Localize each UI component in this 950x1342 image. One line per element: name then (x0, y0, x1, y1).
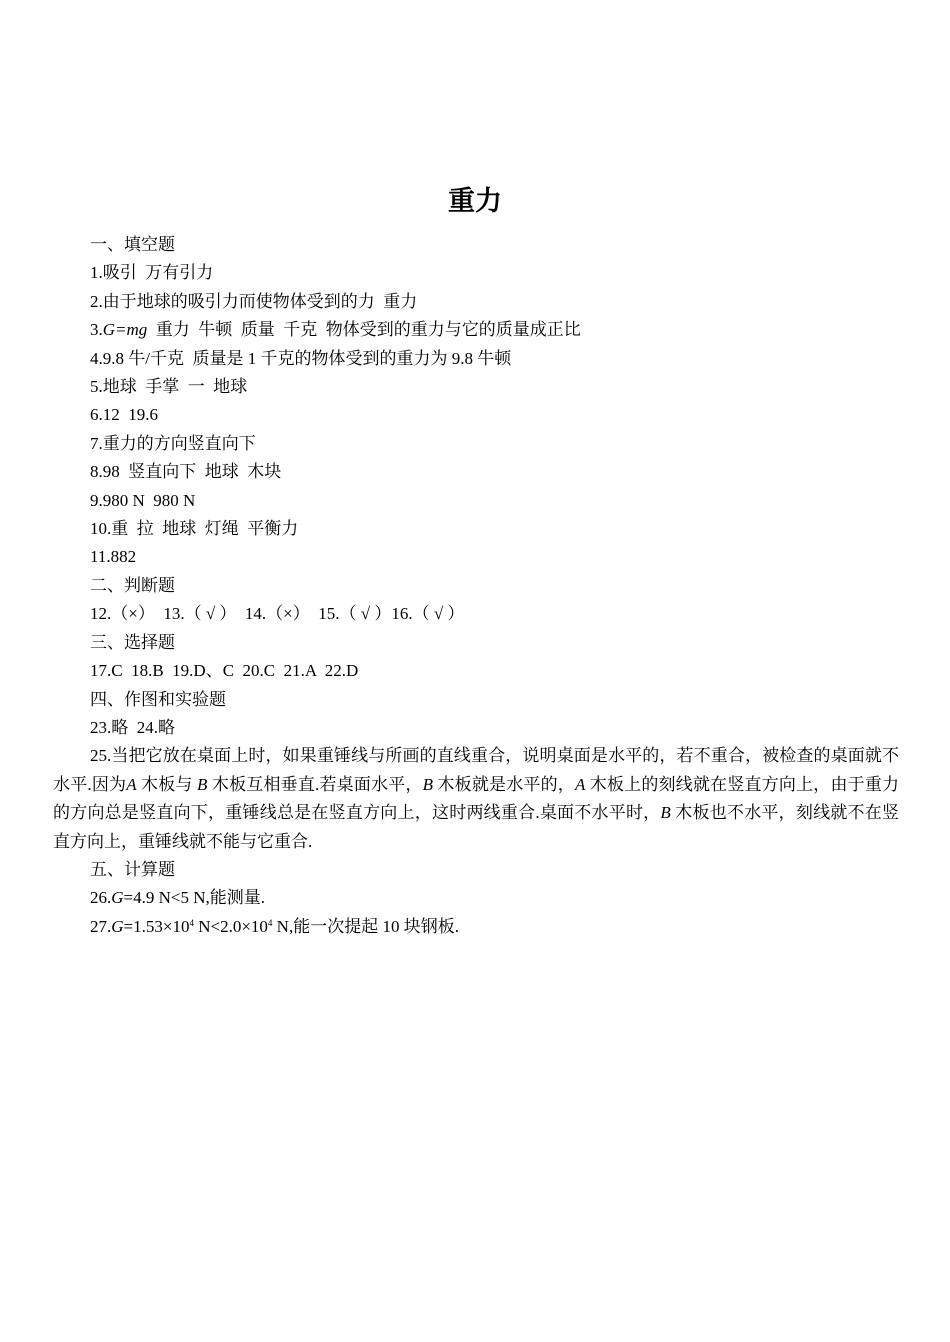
answer-2: 2.由于地球的吸引力而使物体受到的力 重力 (90, 291, 418, 311)
gravity-formula: G=mg (102, 320, 148, 340)
judge-answers: 12.（×） 13.（ √ ） 14.（×） 15.（ √ ）16.（ √ ） (90, 604, 465, 624)
choice-answers: 17.C 18.B 19.D、C 20.C 21.A 22.D (90, 661, 359, 681)
answer-11: 11.882 (90, 547, 137, 567)
section-heading-drawing: 四、作图和实验题 (90, 689, 226, 709)
answer-3-text: 重力 牛顿 质量 千克 物体受到的重力与它的质量成正比 (147, 320, 581, 340)
answer-10: 10.重 拉 地球 灯绳 平衡力 (90, 519, 299, 539)
answer-27: $27.G=1.53\times 10^4$ $N<2.0\times 10^4$ N,能一次提起 10 块钢板. (90, 916, 459, 936)
answer-7: 7.重力的方向竖直向下 (90, 433, 256, 453)
answer-3 (53, 316, 899, 344)
answer-3-number: 3. (90, 320, 103, 340)
exponent: 4 (189, 917, 194, 928)
answer-9: 9.980 N 980 N (90, 490, 196, 510)
answer-content (53, 231, 899, 941)
answer-1: 1.吸引 万有引力 (90, 263, 214, 283)
answer-5: 5.地球 手掌 一 地球 (90, 377, 248, 397)
section-heading-calc: 五、计算题 (90, 859, 175, 879)
answer-4: 4.9.8 牛/千克 质量是 1 千克的物体受到的重力为 9.8 牛顿 (90, 348, 512, 368)
section-heading-choice: 三、选择题 (90, 632, 175, 652)
section-heading-judge: 二、判断题 (90, 575, 175, 595)
section-heading-fill: 一、填空题 (90, 235, 175, 254)
page-title: 重力 (448, 186, 502, 217)
exponent: 4 (267, 917, 273, 928)
answer-25: 25.当把它放在桌面上时，如果重锤线与所画的直线重合，说明桌面是水平的，若不重合，被检查的桌面就不水平.因为A 木板与 B 木板互相垂直.若桌面水平，B 木板就是水平的，A 木板上的刻线就在竖直方向上，由于重力的方向总是竖直向下，重锤线总是在竖直方向上，这时两线重合.桌面不水平时，B 木板也不水平，刻线就不在竖直方向上，重锤线就不能与它重合. (53, 746, 900, 851)
answer-6: 6.12 19.6 (90, 405, 158, 425)
answer-26: 26.G=4.9 N<5 N,能测量. (90, 888, 266, 908)
answer-8: 8.98 竖直向下 地球 木块 (90, 462, 282, 482)
answer-23-24: 23.略 24.略 (90, 717, 175, 737)
